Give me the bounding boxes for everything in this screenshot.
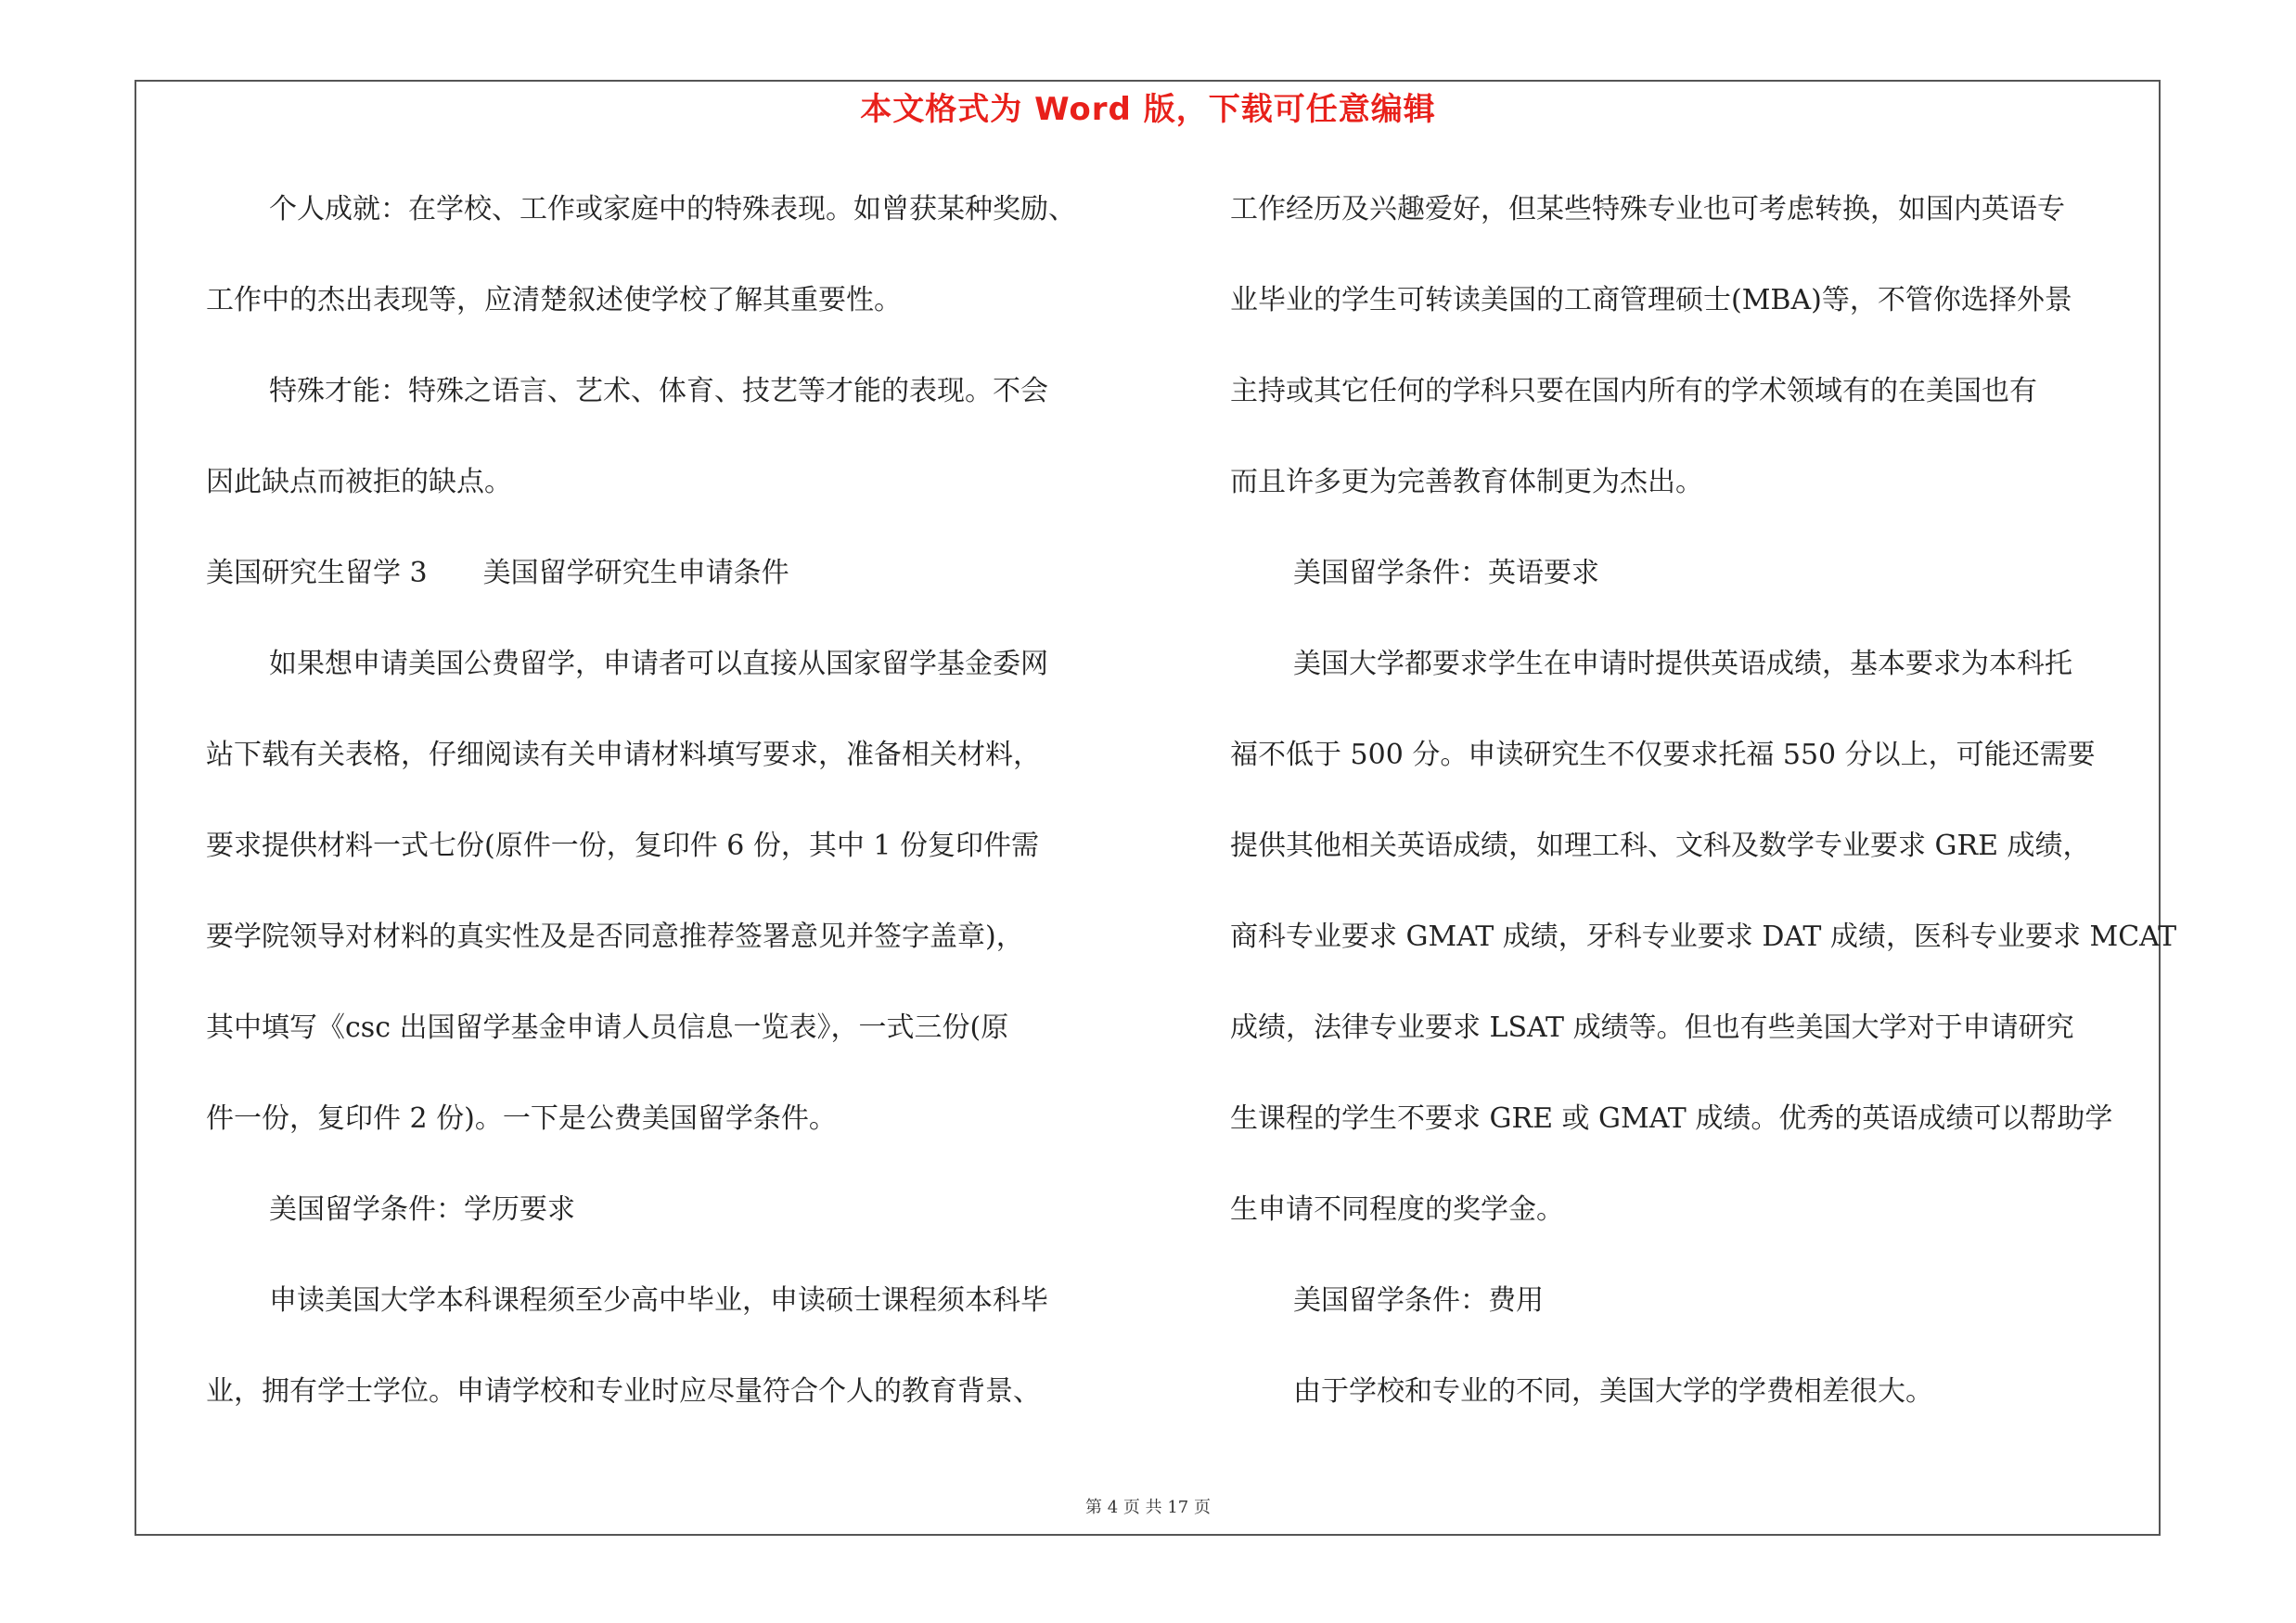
text-line: 工作中的杰出表现等，应清楚叙述使学校了解其重要性。 [206,284,902,316]
text-line: 生申请不同程度的奖学金。 [1230,1193,1564,1226]
text-line: 件一份，复印件 2 份)。一下是公费美国留学条件。 [206,1102,837,1135]
text-line: 而且许多更为完善教育体制更为杰出。 [1230,466,1703,498]
format-banner: 本文格式为 Word 版，下载可任意编辑 [860,91,1436,128]
text-line: 商科专业要求 GMAT 成绩，牙科专业要求 DAT 成绩，医科专业要求 MCAT [1230,921,2177,953]
text-line: 站下载有关表格，仔细阅读有关申请材料填写要求，准备相关材料， [206,739,1041,771]
text-line: 如果想申请美国公费留学，申请者可以直接从国家留学基金委网 [269,648,1048,680]
text-line: 要求提供材料一式七份(原件一份，复印件 6 份，其中 1 份复印件需 [206,830,1040,862]
text-line: 美国研究生留学 3 美国留学研究生申请条件 [206,557,789,589]
text-line: 美国大学都要求学生在申请时提供英语成绩，基本要求为本科托 [1293,648,2072,680]
text-line: 提供其他相关英语成绩，如理工科、文科及数学专业要求 GRE 成绩， [1230,830,2091,862]
text-line: 生课程的学生不要求 GRE 或 GMAT 成绩。优秀的英语成绩可以帮助学 [1230,1102,2113,1135]
text-line: 业毕业的学生可转读美国的工商管理硕士(MBA)等，不管你选择外景 [1230,284,2072,316]
text-line: 由于学校和专业的不同，美国大学的学费相差很大。 [1293,1375,1933,1408]
text-line: 成绩，法律专业要求 LSAT 成绩等。但也有些美国大学对于申请研究 [1230,1011,2074,1044]
text-line: 其中填写《csc 出国留学基金申请人员信息一览表》，一式三份(原 [206,1011,1009,1044]
text-line: 福不低于 500 分。申读研究生不仅要求托福 550 分以上，可能还需要 [1230,739,2096,771]
text-line: 因此缺点而被拒的缺点。 [206,466,512,498]
text-line: 美国留学条件：学历要求 [269,1193,575,1226]
text-line: 工作经历及兴趣爱好，但某些特殊专业也可考虑转换，如国内英语专 [1230,193,2065,225]
text-line: 业，拥有学士学位。申请学校和专业时应尽量符合个人的教育背景、 [206,1375,1041,1408]
page-number-footer: 第 4 页 共 17 页 [1085,1498,1211,1517]
text-line: 特殊才能：特殊之语言、艺术、体育、技艺等才能的表现。不会 [269,375,1048,407]
text-line: 主持或其它任何的学科只要在国内所有的学术领域有的在美国也有 [1230,375,2037,407]
right-column [1230,182,2176,1455]
text-line: 要学院领导对材料的真实性及是否同意推荐签署意见并签字盖章)， [206,921,1024,953]
text-line: 美国留学条件：英语要求 [1293,557,1599,589]
left-column [206,182,1152,1455]
text-line: 个人成就：在学校、工作或家庭中的特殊表现。如曾获某种奖励、 [269,193,1076,225]
text-line: 美国留学条件：费用 [1293,1284,1544,1317]
text-line: 申读美国大学本科课程须至少高中毕业，申读硕士课程须本科毕 [269,1284,1048,1317]
